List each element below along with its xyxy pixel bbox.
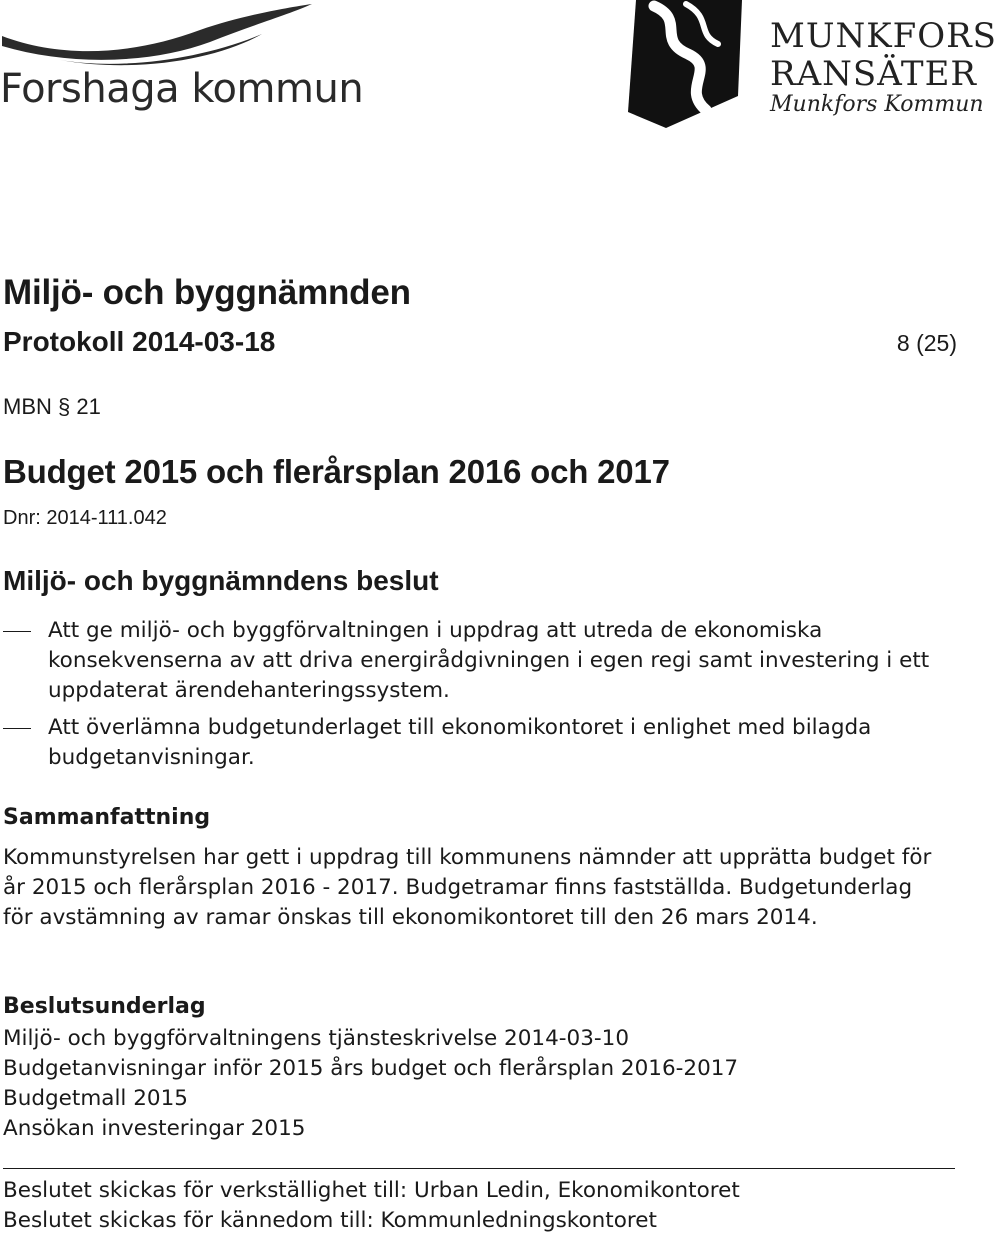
diary-number: Dnr: 2014-111.042 bbox=[3, 507, 167, 529]
munkfors-logo-line1: MUNKFORS bbox=[770, 16, 997, 56]
dash-bullet-icon bbox=[3, 631, 31, 632]
munkfors-logo bbox=[626, 0, 997, 132]
basis-heading: Beslutsunderlag bbox=[3, 994, 206, 1019]
basis-list bbox=[3, 1024, 933, 1144]
page-number: 8 (25) bbox=[896, 330, 957, 356]
forshaga-wave-icon bbox=[0, 0, 340, 70]
list-item: Budgetmall 2015 bbox=[3, 1086, 188, 1111]
distribution-execution: Beslutet skickas för verkställighet till: Urban Ledin, Ekonomikontoret bbox=[3, 1178, 740, 1203]
decision-list bbox=[0, 616, 960, 776]
list-item: Budgetanvisningar inför 2015 års budget och flerårsplan 2016-2017 bbox=[3, 1056, 739, 1081]
decision-heading: Miljö- och byggnämndens beslut bbox=[3, 565, 439, 596]
distribution bbox=[3, 1176, 953, 1236]
forshaga-logo-text: Forshaga kommun bbox=[0, 66, 364, 112]
decision-item-2: Att överlämna budgetunderlaget till ekonomikontoret i enlighet med bilagda budgetanvisningar. bbox=[48, 715, 872, 770]
list-item: Miljö- och byggförvaltningens tjänsteskrivelse 2014-03-10 bbox=[3, 1026, 630, 1051]
munkfors-emblem-icon bbox=[626, 0, 766, 132]
munkfors-logo-line3: Munkfors Kommun bbox=[770, 92, 984, 117]
forshaga-logo bbox=[0, 0, 364, 120]
summary-heading: Sammanfattning bbox=[3, 805, 211, 830]
summary-text: Kommunstyrelsen har gett i uppdrag till kommunens nämnder att upprätta budget för år 2015 och flerårsplan 2016 - 2017. Budgetramar finns fastställda. Budgetunderlag för avstämning av ramar önskas till ekonomikontoret till den 26 mars 2014. bbox=[3, 845, 932, 930]
distribution-information: Beslutet skickas för kännedom till: Kommunledningskontoret bbox=[3, 1208, 657, 1233]
matter-title: Budget 2015 och flerårsplan 2016 och 2017 bbox=[3, 453, 670, 490]
divider bbox=[3, 1168, 955, 1169]
munkfors-logo-line2: RANSÄTER bbox=[770, 54, 977, 94]
protocol-date: Protokoll 2014-03-18 bbox=[3, 326, 276, 357]
list-item: Ansökan investeringar 2015 bbox=[3, 1116, 306, 1141]
section-reference: MBN § 21 bbox=[3, 394, 101, 419]
dash-bullet-icon bbox=[3, 728, 31, 729]
decision-item-1: Att ge miljö- och byggförvaltningen i uppdrag att utreda de ekonomiska konsekvenserna av att driva energirådgivningen i egen regi samt investering i ett uppdaterat ärendehanteringssystem. bbox=[48, 618, 930, 703]
board-heading: Miljö- och byggnämnden bbox=[3, 273, 411, 312]
